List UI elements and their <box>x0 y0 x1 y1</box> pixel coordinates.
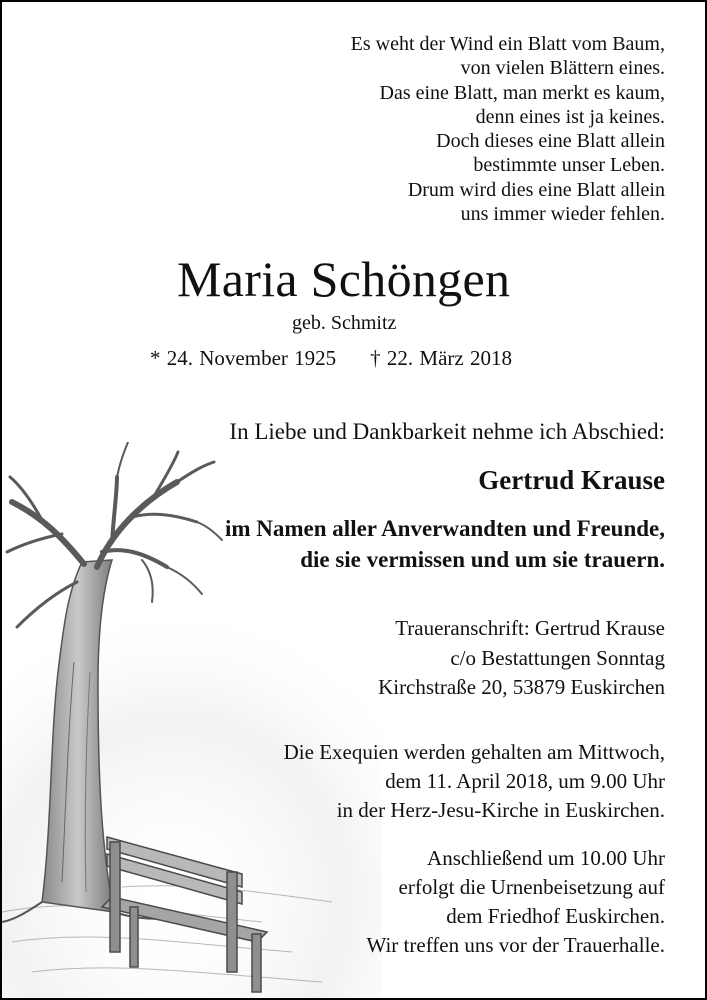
life-dates <box>150 346 512 371</box>
service-line: dem 11. April 2018, um 9.00 Uhr <box>385 769 665 793</box>
poem-line: Doch dieses eine Blatt allein <box>436 130 665 153</box>
address-line: Traueranschrift: Gertrud Krause <box>395 616 665 640</box>
poem-line: bestimmte unser Leben. <box>473 154 665 177</box>
death-date: † 22. März 2018 <box>370 346 512 370</box>
burial-line: Anschließend um 10.00 Uhr <box>427 846 665 870</box>
mourning-address <box>378 614 665 703</box>
burial-line: dem Friedhof Euskirchen. <box>446 904 665 928</box>
poem-line: Es weht der Wind ein Blatt vom Baum, <box>350 33 665 55</box>
poem-line: Das eine Blatt, man merkt es kaum, <box>379 81 665 104</box>
signer-name: Gertrud Krause <box>478 465 665 495</box>
birth-name: geb. Schmitz <box>292 312 397 334</box>
family-statement <box>225 513 665 575</box>
deceased-name: Maria Schöngen <box>177 251 511 307</box>
burial-line: Wir treffen uns vor der Trauerhalle. <box>366 933 665 957</box>
poem-line: denn eines ist ja keines. <box>475 105 665 128</box>
address-line: c/o Bestattungen Sonntag <box>450 645 665 670</box>
poem-line: uns immer wieder fehlen. <box>460 203 665 226</box>
family-line: im Namen aller Anverwandten und Freunde, <box>224 516 665 541</box>
address-line: Kirchstraße 20, 53879 Euskirchen <box>378 675 665 699</box>
burial-line: erfolgt die Urnenbeisetzung auf <box>398 875 665 899</box>
service-line: in der Herz-Jesu-Kirche in Euskirchen. <box>336 798 665 822</box>
burial-info <box>366 844 665 960</box>
birth-date: * 24. November 1925 <box>150 346 337 370</box>
service-line: Die Exequien werden gehalten am Mittwoch, <box>283 740 665 764</box>
poem-line: von vielen Blättern eines. <box>460 57 665 80</box>
farewell-intro: In Liebe und Dankbarkeit nehme ich Abschied: <box>229 419 665 444</box>
poem <box>351 32 665 226</box>
poem-line: Drum wird dies eine Blatt allein <box>407 178 665 201</box>
family-line: die sie vermissen und um sie trauern. <box>300 547 665 572</box>
service-info <box>284 738 665 825</box>
